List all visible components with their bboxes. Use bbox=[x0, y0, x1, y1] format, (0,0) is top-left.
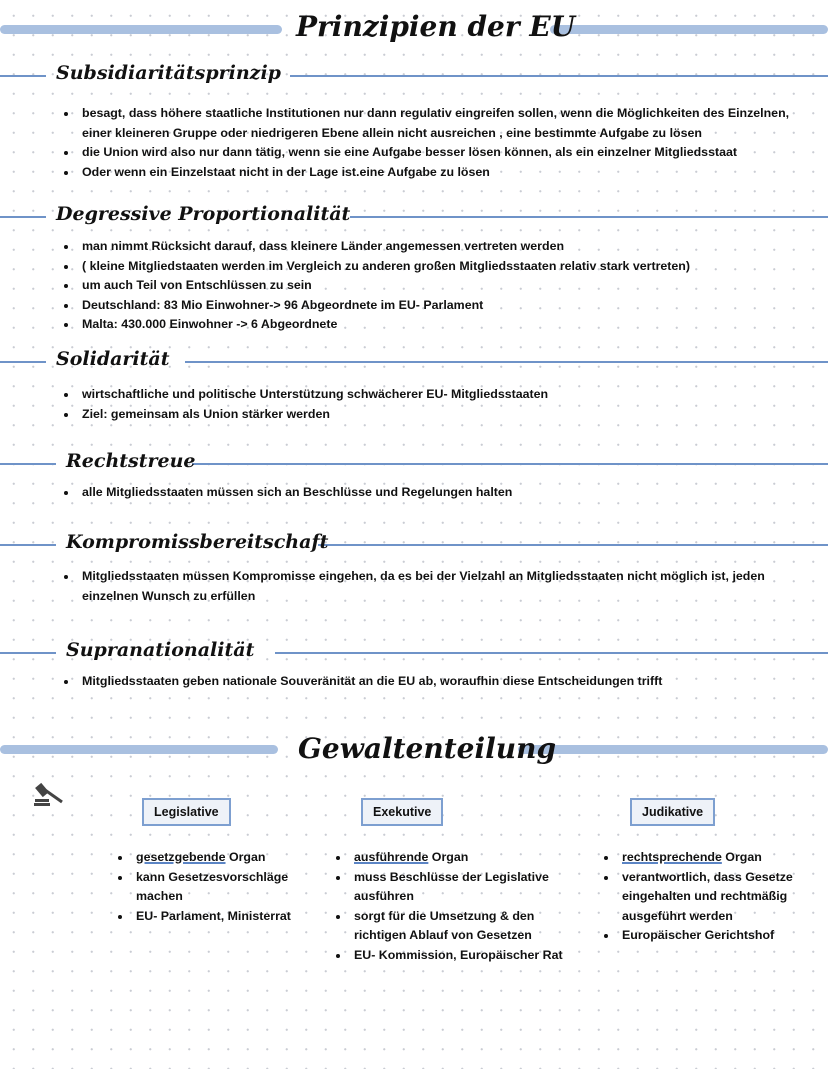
list-item: • Oder wenn ein Einzelstaat nicht in der Lage ist.eine Aufgabe zu lösen bbox=[78, 163, 798, 183]
heading-rule-right bbox=[318, 544, 828, 546]
gewalten-title: Gewaltenteilung bbox=[298, 732, 557, 765]
branch-list bbox=[598, 848, 798, 946]
heading-rule-left bbox=[0, 75, 46, 77]
list-item: • ausführende Organ bbox=[350, 848, 580, 868]
branch-label-box: Legislative bbox=[142, 798, 231, 826]
list-item: • rechtsprechende Organ bbox=[618, 848, 798, 868]
list-item: • Europäischer Gerichtshof bbox=[618, 926, 798, 946]
heading-rule-left bbox=[0, 216, 46, 218]
list-item: • EU- Parlament, Ministerrat bbox=[132, 907, 332, 927]
list-item: • wirtschaftliche und politische Unterstützung schwächerer EU- Mitgliedsstaaten bbox=[78, 385, 798, 405]
list-item: • man nimmt Rücksicht darauf, dass kleinere Länder angemessen vertreten werden bbox=[78, 237, 798, 257]
heading-rule-right bbox=[290, 75, 828, 77]
list-item: • Deutschland: 83 Mio Einwohner-> 96 Abgeordnete im EU- Parlament bbox=[78, 296, 798, 316]
heading-rule-left bbox=[0, 463, 56, 465]
heading-rule-left bbox=[0, 652, 56, 654]
section-list bbox=[58, 237, 798, 335]
list-item: • EU- Kommission, Europäischer Rat bbox=[350, 946, 580, 966]
section-list bbox=[58, 385, 798, 424]
list-item: • verantwortlich, dass Gesetze eingehalten und rechtmäßig ausgeführt werden bbox=[618, 868, 798, 927]
list-item: • sorgt für die Umsetzung & den richtigen Ablauf von Gesetzen bbox=[350, 907, 580, 946]
gewalten-bar-right bbox=[518, 745, 828, 754]
heading-rule-right bbox=[185, 361, 828, 363]
section-list bbox=[58, 567, 778, 606]
section-heading: Kompromissbereitschaft bbox=[66, 531, 329, 553]
branch-label-box: Exekutive bbox=[361, 798, 443, 826]
list-item: • muss Beschlüsse der Legislative ausführen bbox=[350, 868, 580, 907]
section-list bbox=[58, 483, 798, 503]
list-item: • Ziel: gemeinsam als Union stärker werden bbox=[78, 405, 798, 425]
list-item: • kann Gesetzesvorschläge machen bbox=[132, 868, 332, 907]
section-heading: Solidarität bbox=[56, 348, 170, 370]
heading-rule-right bbox=[192, 463, 828, 465]
gewalten-bar-left bbox=[0, 745, 278, 754]
list-item: • ( kleine Mitgliedstaaten werden im Vergleich zu anderen großen Mitgliedsstaaten relativ stark vertreten) bbox=[78, 257, 798, 277]
list-item: • Malta: 430.000 Einwohner -> 6 Abgeordnete bbox=[78, 315, 798, 335]
list-item: • die Union wird also nur dann tätig, wenn sie eine Aufgabe besser lösen können, als ein einzelner Mitgliedsstaat bbox=[78, 143, 798, 163]
list-item: • alle Mitgliedsstaaten müssen sich an Beschlüsse und Regelungen halten bbox=[78, 483, 798, 503]
heading-rule-left bbox=[0, 544, 56, 546]
key-term: ausführende bbox=[354, 850, 429, 864]
section-heading: Rechtstreue bbox=[66, 450, 196, 472]
list-item: • gesetzgebende Organ bbox=[132, 848, 332, 868]
section-list bbox=[58, 672, 798, 692]
list-item: • Mitgliedsstaaten müssen Kompromisse eingehen, da es bei der Vielzahl an Mitgliedsstaaten nicht möglich ist, jeden einzelnen Wunsch zu erfüllen bbox=[78, 567, 778, 606]
section-heading: Supranationalität bbox=[66, 639, 255, 661]
list-item: • um auch Teil von Entschlüssen zu sein bbox=[78, 276, 798, 296]
section-heading: Degressive Proportionalität bbox=[56, 203, 351, 225]
list-item: • besagt, dass höhere staatliche Institutionen nur dann regulativ eingreifen sollen, wenn die Möglichkeiten des Einzelnen, einer kleineren Gruppe oder niedrigeren Ebene allein nicht ausreichen , eine bestimmte Aufgabe zu lösen bbox=[78, 104, 798, 143]
gavel-icon bbox=[32, 780, 68, 808]
branch-list bbox=[112, 848, 332, 926]
key-term: rechtsprechende bbox=[622, 850, 722, 864]
section-list bbox=[58, 104, 798, 182]
branch-label-box: Judikative bbox=[630, 798, 715, 826]
list-item: • Mitgliedsstaaten geben nationale Souveränität an die EU ab, woraufhin diese Entscheidungen trifft bbox=[78, 672, 798, 692]
heading-rule-right bbox=[350, 216, 828, 218]
heading-rule-right bbox=[275, 652, 828, 654]
branch-list bbox=[330, 848, 580, 965]
key-term: gesetzgebende bbox=[136, 850, 226, 864]
page-title: Prinzipien der EU bbox=[296, 10, 576, 43]
section-heading: Subsidiaritätsprinzip bbox=[56, 62, 281, 84]
title-bar-right bbox=[550, 25, 828, 34]
heading-rule-left bbox=[0, 361, 46, 363]
title-bar-left bbox=[0, 25, 282, 34]
